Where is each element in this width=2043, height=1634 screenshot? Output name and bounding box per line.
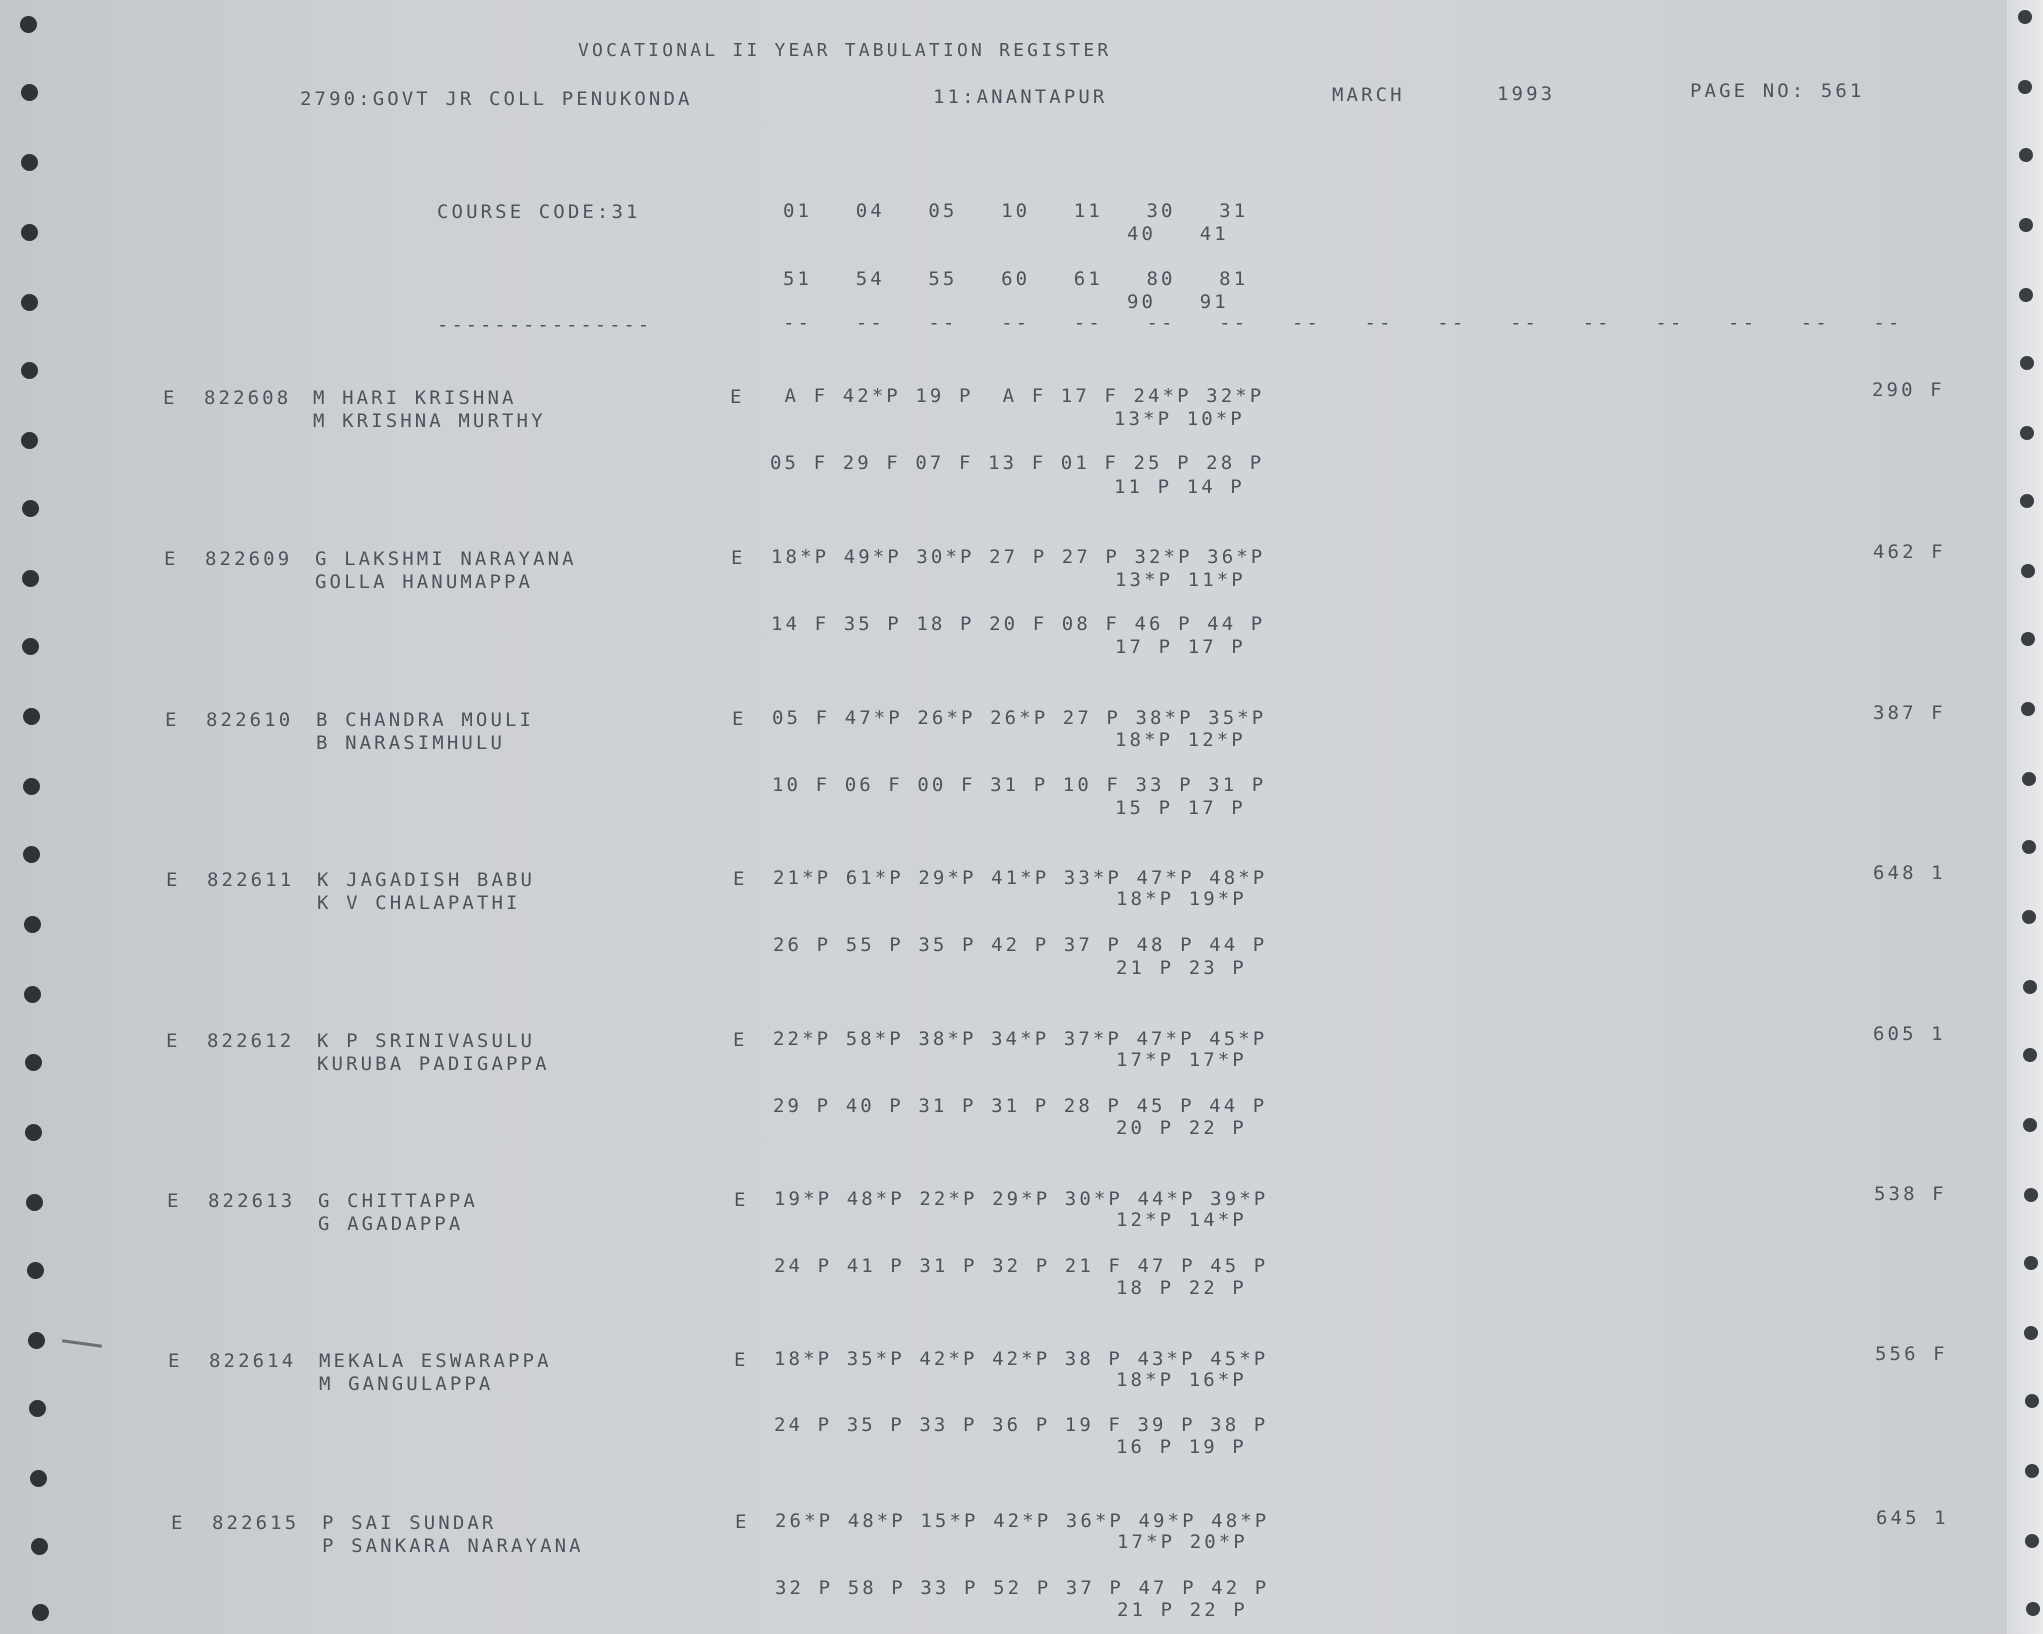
sprocket-hole xyxy=(2019,148,2033,162)
sprocket-hole xyxy=(20,16,37,33)
sprocket-hole xyxy=(21,362,38,379)
student-name: G LAKSHMI NARAYANA xyxy=(315,548,577,570)
student-name: K P SRINIVASULU xyxy=(317,1030,536,1052)
sprocket-hole xyxy=(2020,494,2034,508)
sprocket-hole xyxy=(2026,1602,2040,1616)
father-name: B NARASIMHULU xyxy=(316,732,506,754)
hall-ticket-number: 822613 xyxy=(208,1190,296,1212)
sprocket-hole xyxy=(21,294,38,311)
medium-flag: E xyxy=(735,1511,750,1533)
marks-row-1b: 13*P 11*P xyxy=(1115,569,1246,591)
record-flag: E xyxy=(163,387,178,409)
marks-row-1b: 18*P 19*P xyxy=(1116,888,1247,910)
student-name: M HARI KRISHNA xyxy=(313,387,517,409)
medium-flag: E xyxy=(731,547,746,569)
sprocket-hole xyxy=(32,1604,49,1621)
medium-flag: E xyxy=(733,1029,748,1051)
course-code-label: COURSE CODE:31 xyxy=(437,201,641,223)
medium-flag: E xyxy=(734,1189,749,1211)
total-result: 538 F xyxy=(1874,1183,1947,1205)
record-flag: E xyxy=(164,548,179,570)
hall-ticket-number: 822611 xyxy=(207,869,295,891)
sprocket-hole xyxy=(22,638,39,655)
marks-row-2: 10 F 06 F 00 F 31 P 10 F 33 P 31 P xyxy=(772,774,1267,796)
sprocket-hole xyxy=(2021,702,2035,716)
record-flag: E xyxy=(171,1512,186,1534)
college-name: 2790:GOVT JR COLL PENUKONDA xyxy=(300,88,693,110)
sprocket-hole xyxy=(21,224,38,241)
sprocket-hole xyxy=(28,1332,45,1349)
sprocket-hole xyxy=(2024,1188,2038,1202)
marks-row-2b: 15 P 17 P xyxy=(1115,797,1246,819)
sprocket-hole xyxy=(2024,1326,2038,1340)
total-result: 462 F xyxy=(1873,541,1946,563)
total-result: 648 1 xyxy=(1873,862,1946,884)
marks-row-2b: 18 P 22 P xyxy=(1116,1277,1247,1299)
column-dash-row: -- -- -- -- -- -- -- -- -- -- -- -- -- -- -- -- xyxy=(783,312,1903,334)
sprocket-hole xyxy=(27,1262,44,1279)
record-flag: E xyxy=(167,1190,182,1212)
marks-row-2b: 21 P 23 P xyxy=(1116,957,1247,979)
father-name: M KRISHNA MURTHY xyxy=(313,410,546,432)
sheet-right-edge xyxy=(2007,0,2043,1634)
subject-codes-row1b: 40 41 xyxy=(1127,223,1229,245)
sprocket-hole xyxy=(24,916,41,933)
sprocket-hole xyxy=(2023,1048,2037,1062)
sprocket-hole xyxy=(22,500,39,517)
sprocket-hole xyxy=(23,778,40,795)
exam-year: 1993 xyxy=(1497,83,1556,105)
total-result: 556 F xyxy=(1875,1343,1948,1365)
marks-row-1: A F 42*P 19 P A F 17 F 24*P 32*P xyxy=(770,385,1265,407)
marks-row-2: 14 F 35 P 18 P 20 F 08 F 46 P 44 P xyxy=(771,613,1266,635)
marks-row-2: 32 P 58 P 33 P 52 P 37 P 47 P 42 P xyxy=(775,1577,1270,1599)
district-name: 11:ANANTAPUR xyxy=(933,86,1108,108)
sprocket-hole xyxy=(30,1470,47,1487)
father-name: GOLLA HANUMAPPA xyxy=(315,571,534,593)
record-flag: E xyxy=(168,1350,183,1372)
marks-row-2: 05 F 29 F 07 F 13 F 01 F 25 P 28 P xyxy=(770,452,1265,474)
father-name: K V CHALAPATHI xyxy=(317,892,521,914)
marks-row-1: 18*P 35*P 42*P 42*P 38 P 43*P 45*P xyxy=(774,1348,1269,1370)
sprocket-hole xyxy=(2022,840,2036,854)
sprocket-hole xyxy=(2021,632,2035,646)
hall-ticket-number: 822609 xyxy=(205,548,293,570)
register-title: VOCATIONAL II YEAR TABULATION REGISTER xyxy=(578,40,1112,61)
medium-flag: E xyxy=(730,386,745,408)
sprocket-hole xyxy=(29,1400,46,1417)
marks-row-2: 24 P 41 P 31 P 32 P 21 F 47 P 45 P xyxy=(774,1255,1269,1277)
marks-row-1b: 17*P 20*P xyxy=(1117,1531,1248,1553)
sprocket-hole xyxy=(23,708,40,725)
hall-ticket-number: 822610 xyxy=(206,709,294,731)
sprocket-hole xyxy=(21,154,38,171)
pen-arrow-mark xyxy=(62,1339,102,1348)
sprocket-hole xyxy=(2019,218,2033,232)
hall-ticket-number: 822614 xyxy=(209,1350,297,1372)
marks-row-1b: 12*P 14*P xyxy=(1116,1209,1247,1231)
sprocket-hole xyxy=(2022,910,2036,924)
total-result: 605 1 xyxy=(1873,1023,1946,1045)
sprocket-hole xyxy=(21,432,38,449)
sprocket-hole xyxy=(2018,80,2032,94)
father-name: P SANKARA NARAYANA xyxy=(322,1535,584,1557)
marks-row-2: 26 P 55 P 35 P 42 P 37 P 48 P 44 P xyxy=(773,934,1268,956)
sprocket-hole xyxy=(2024,1256,2038,1270)
father-name: KURUBA PADIGAPPA xyxy=(317,1053,550,1075)
sprocket-hole xyxy=(26,1194,43,1211)
course-underline: --------------- xyxy=(437,314,653,336)
sprocket-hole xyxy=(21,84,38,101)
marks-row-2b: 17 P 17 P xyxy=(1115,636,1246,658)
sprocket-hole xyxy=(2019,288,2033,302)
sprocket-hole xyxy=(23,846,40,863)
sprocket-hole xyxy=(25,1124,42,1141)
student-name: B CHANDRA MOULI xyxy=(316,709,535,731)
total-result: 645 1 xyxy=(1876,1507,1949,1529)
hall-ticket-number: 822615 xyxy=(212,1512,300,1534)
marks-row-1: 18*P 49*P 30*P 27 P 27 P 32*P 36*P xyxy=(771,546,1266,568)
marks-row-1b: 18*P 16*P xyxy=(1116,1369,1247,1391)
sprocket-hole xyxy=(2025,1394,2039,1408)
page-number: PAGE NO: 561 xyxy=(1690,80,1865,102)
record-flag: E xyxy=(166,1030,181,1052)
marks-row-1b: 18*P 12*P xyxy=(1115,729,1246,751)
subject-codes-row1: 01 04 05 10 11 30 31 xyxy=(783,200,1249,222)
sprocket-hole xyxy=(24,986,41,1003)
record-flag: E xyxy=(165,709,180,731)
marks-row-2: 29 P 40 P 31 P 31 P 28 P 45 P 44 P xyxy=(773,1095,1268,1117)
marks-row-1b: 13*P 10*P xyxy=(1114,408,1245,430)
father-name: G AGADAPPA xyxy=(318,1213,464,1235)
sprocket-hole xyxy=(2020,426,2034,440)
marks-row-1: 22*P 58*P 38*P 34*P 37*P 47*P 45*P xyxy=(773,1028,1268,1050)
student-name: MEKALA ESWARAPPA xyxy=(319,1350,552,1372)
hall-ticket-number: 822608 xyxy=(204,387,292,409)
sprocket-hole xyxy=(22,570,39,587)
sprocket-hole xyxy=(2025,1464,2039,1478)
marks-row-2b: 21 P 22 P xyxy=(1117,1599,1248,1621)
record-flag: E xyxy=(166,869,181,891)
total-result: 290 F xyxy=(1872,379,1945,401)
subject-codes-row2: 51 54 55 60 61 80 81 xyxy=(783,268,1249,290)
student-name: K JAGADISH BABU xyxy=(317,869,536,891)
marks-row-2b: 11 P 14 P xyxy=(1114,476,1245,498)
sprocket-hole xyxy=(2023,1118,2037,1132)
subject-codes-row2b: 90 91 xyxy=(1127,291,1229,313)
sprocket-hole xyxy=(2022,772,2036,786)
exam-month: MARCH xyxy=(1332,84,1405,106)
marks-row-2b: 20 P 22 P xyxy=(1116,1117,1247,1139)
sprocket-hole xyxy=(2021,564,2035,578)
medium-flag: E xyxy=(732,708,747,730)
student-name: G CHITTAPPA xyxy=(318,1190,478,1212)
sprocket-hole xyxy=(25,1054,42,1071)
marks-row-1: 05 F 47*P 26*P 26*P 27 P 38*P 35*P xyxy=(772,707,1267,729)
hall-ticket-number: 822612 xyxy=(207,1030,295,1052)
medium-flag: E xyxy=(734,1349,749,1371)
medium-flag: E xyxy=(733,868,748,890)
marks-row-1: 19*P 48*P 22*P 29*P 30*P 44*P 39*P xyxy=(774,1188,1269,1210)
sprocket-hole xyxy=(2023,980,2037,994)
total-result: 387 F xyxy=(1873,702,1946,724)
marks-row-2b: 16 P 19 P xyxy=(1116,1436,1247,1458)
student-name: P SAI SUNDAR xyxy=(322,1512,497,1534)
sprocket-hole xyxy=(2020,356,2034,370)
sprocket-hole xyxy=(31,1538,48,1555)
sprocket-hole xyxy=(2025,1534,2039,1548)
marks-row-1b: 17*P 17*P xyxy=(1116,1049,1247,1071)
marks-row-1: 21*P 61*P 29*P 41*P 33*P 47*P 48*P xyxy=(773,867,1268,889)
marks-row-2: 24 P 35 P 33 P 36 P 19 F 39 P 38 P xyxy=(774,1414,1269,1436)
father-name: M GANGULAPPA xyxy=(319,1373,494,1395)
marks-row-1: 26*P 48*P 15*P 42*P 36*P 49*P 48*P xyxy=(775,1510,1270,1532)
sprocket-hole xyxy=(2018,10,2032,24)
